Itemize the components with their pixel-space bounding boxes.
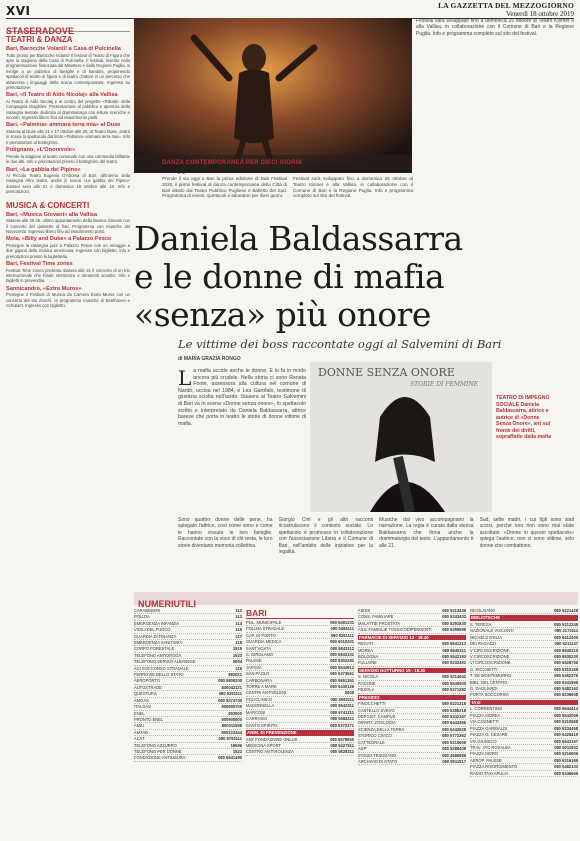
numeri-subhead: PRESIDIO	[358, 695, 466, 701]
numeri-name: ITALGAS	[134, 704, 151, 710]
numeri-name: MEDICINA SPORT	[246, 742, 281, 748]
numeri-number: 080 5482102	[554, 764, 578, 770]
numeri-number: 080 5474700	[218, 697, 242, 703]
rubric	[6, 19, 130, 36]
numeri-name: EMERGENZA INFANZIA	[134, 620, 180, 626]
numeri-name: FINOCCHETTI	[358, 701, 386, 707]
numeri-name: NICOLAIANO	[470, 608, 496, 613]
numeri-number: 800900800	[221, 716, 242, 722]
left-column	[6, 34, 130, 834]
numeri-number: 080 5243403	[442, 614, 466, 620]
masthead	[438, 2, 574, 18]
item-text: Prosegue la rassegna jazz a Palazzo Pesce con un omaggio a due giganti della musica americana. Ingresso con biglietto, info e prenotazioni presso la biglietteria.	[6, 242, 130, 259]
numeri-number: 080 5216906	[554, 751, 578, 757]
list-item	[6, 286, 130, 309]
list-item	[6, 212, 130, 235]
numeri-name: V CIRCOSCRIZIONE	[470, 654, 510, 660]
numeri-name: DIPART. ZOOLOGIA	[358, 720, 396, 726]
numeri-number: 080 5578950	[330, 736, 354, 742]
numeri-name: AEROPORTO	[134, 678, 161, 684]
numeri-number: 113	[235, 614, 242, 620]
numeri-name: EMERGENZA SANITARIA	[134, 640, 183, 646]
numeri-name: TELEFONO SERVIZI ALBANESE	[134, 659, 196, 665]
numeri-number: 080 5430126	[330, 684, 354, 690]
numeri-row	[246, 723, 354, 729]
numeri-name: PIAZZA MOREA	[470, 712, 501, 718]
numeri-number: 080 5543167	[554, 738, 578, 744]
numeri-number: 080 5442628	[442, 726, 466, 732]
numeri-name: PRONTO ENEL	[134, 716, 164, 722]
numeri-number: 080 5541490	[218, 755, 242, 761]
page-header	[6, 0, 574, 19]
numeri-name: AIEDS	[358, 608, 371, 613]
numeri-number: 080 5593111	[330, 696, 354, 702]
numeri-number: 840042121	[221, 684, 242, 690]
col-text: Giorgio Cini e gli altri racconti ricostruiscono il contesto sociale. Lo spettacolo è promosso in collaborazione con l'associazione Libera e il Comune di Bari, nell'ambito delle iniziative per la legalità.	[278, 517, 373, 556]
numeri-name: PORTA SOCCORSO	[470, 692, 509, 698]
numeri-name: DEPOSIT. CAMPUS	[358, 714, 396, 720]
numeri-number: 080 5286408	[442, 746, 466, 752]
numeri-name: POLIZIA	[134, 614, 150, 620]
numeri-name: SCIENZA DELLA TERRA	[358, 726, 405, 732]
numeri-name: G. DAGLIARDI	[470, 686, 498, 692]
item-title: Bari, «Musica Giovani» alla Vallisa	[6, 211, 98, 218]
numeri-name: MOREA	[358, 647, 374, 653]
numeri-number: 080 5843112	[330, 645, 354, 651]
intro-text-1	[162, 176, 287, 218]
col-text: Musiche dal vivo accompagnano la narrazione. La regia è curata dalla stessa Baldassarra che firma anche la drammaturgia del testo. L'appuntamento è alle 21.	[379, 517, 474, 549]
byline: di MARIA GRAZIA RONGO	[178, 356, 241, 362]
item-title: Sannicandro, «Extra Muros»	[6, 285, 82, 292]
intro-kicker: DANZA CONTEMPORANEA PER DIECI GIORNI	[162, 160, 303, 166]
numeri-number: 1515	[232, 646, 242, 652]
intro-text-top: Festival sarà sviluppato fino a domenica 25 ottobre al Teatro Kismet e alla Vallisa, in collaborazione con il Comune di Bari e la Regione Puglia. Info e programma completo sul sito del festival.	[416, 18, 574, 37]
numeri-name: FONDAZIONE ANTIUSURA	[134, 755, 186, 761]
headline-line-1: Daniela Baldassarra	[134, 219, 463, 258]
numeri-subhead: TAXI	[470, 700, 578, 706]
numeri-utili	[134, 608, 578, 836]
numeri-number: 0804	[232, 659, 242, 665]
numeri-row	[246, 749, 354, 755]
item-text: Stasera alle 20.45, ultimo appuntamento della Musica Giovani con il concerto del quintetto di fiati. Programma con musiche del Novecento. Ingresso libero fino ad esaurimento posti.	[6, 218, 130, 234]
numeri-number: 800900700	[221, 704, 242, 710]
item-title: Bari, «La gabbia dei Pipino»	[6, 166, 81, 173]
numeri-label: NUMERIUTILI	[138, 599, 196, 609]
numeri-col-3	[358, 608, 466, 836]
photo-title: DONNE SENZA ONORE	[318, 366, 455, 379]
item-text: Tutto pronto per Barocche Volanti! Il festival di Teatro di Figura che apre la stagione della Casa di Pulcinella. Il festival, inserito nella programmazione finanziata dal Ministero e dalla Regione Puglia, si rivolge a un pubblico di famiglie e di bambini, proponendo spettacoli di teatro di figura e di teatro d'attore in un percorso che attraversa i linguaggi della scena contemporanea. Ingresso su prenotazione.	[6, 52, 130, 90]
bari-list	[246, 620, 354, 756]
numeri-number: 080 5772362	[442, 733, 466, 739]
masthead-date: Venerdì 18 ottobre 2019	[506, 9, 574, 18]
main-headline	[134, 220, 574, 334]
numeri-number: 080 5213436	[442, 608, 466, 613]
item-text: Al Piccolo Teatro Eugenio D'Attoma di Bari, all'interno della rassegna Altro teatro, andrà in scena «La gabbia dei Pipino» domani sera alle 21 e domenica 18 ottobre alle 18. Info e prenotazioni.	[6, 173, 130, 195]
item-title: Mola, «Billy and Duke» a Palazzo Pesce	[6, 236, 112, 243]
intro-text-2	[293, 176, 413, 218]
numeri-number: 080 5741211	[330, 709, 354, 715]
numeri-number: 080 5528756	[554, 660, 578, 666]
numeri-name: SAN PAOLO	[246, 671, 270, 677]
numeri-name: CONS. FAMILIARE	[358, 614, 394, 620]
hero-photo	[134, 18, 412, 173]
numeri-number: 892021	[228, 672, 242, 678]
list-item	[6, 236, 130, 259]
numeri-row	[358, 687, 466, 693]
numeri-number: 080 5236608	[554, 692, 578, 698]
numeri-number: 080 5528311	[330, 749, 354, 755]
numeri-name: TRAV. 4TC ROSALBA	[470, 744, 511, 750]
page-number: XVI	[6, 4, 31, 18]
numeri-name: STORICO CIVICO	[358, 733, 392, 739]
numeri-number: 115	[235, 627, 242, 633]
numeri-name: CATTEDRALE	[358, 739, 385, 745]
item-text: Prosegue il Festival di Musica da Camera Extra Muros con un concerto del trio d'archi. In programma musiche di Beethoven e Schubert. Ingresso con biglietto.	[6, 292, 130, 309]
numeri-name: MADONNELLA	[246, 703, 275, 709]
actress-photo	[310, 362, 492, 512]
numeri-name: PIAZZA GARIBALDI	[470, 725, 508, 731]
item-title: Bari, Barocche Volanti! a Casa di Pulcinella	[6, 46, 121, 52]
numeri-number: 080 5212245	[554, 622, 578, 627]
numeri-number: 117	[235, 633, 242, 639]
numeri-name: VIA COGNETTI	[470, 719, 499, 725]
numeri-number: 118	[235, 640, 242, 646]
numeri-name: POLICLINICO	[246, 696, 272, 702]
list-item	[6, 261, 130, 284]
numeri-name: RAGONE	[358, 680, 376, 686]
numeri-number: 080 5341556	[554, 679, 578, 685]
numeri-row	[470, 608, 578, 614]
numeri-name: CENTRO ANTIVIOLENZA	[246, 749, 294, 755]
item-text: Festival Time zones presenta stasera alle 21 il concerto di un trio internazionale che fonde elettronica e strumenti acustici. Info e biglietti in prevendita.	[6, 267, 130, 284]
numeri-number: 080 5482162	[554, 686, 578, 692]
numeri-name: CAP. DI PORTO	[246, 632, 276, 638]
numeri-name: DEI RAGAZZI	[470, 641, 496, 647]
item-title: Bari, «Palmina» ammara terra mia» al Duse	[6, 122, 121, 129]
numeri-number: 080 5491331	[330, 620, 354, 625]
numeri-name: AEROP. PALESE	[470, 757, 502, 763]
numeri-name: TELEFONO ANTIDROGA	[134, 652, 182, 658]
numeri-number: 803500	[228, 710, 242, 716]
numeri-col-2	[246, 608, 354, 836]
numeri-number: 080 5542059	[554, 712, 578, 718]
numeri-number: 080 5427511	[330, 742, 354, 748]
numeri-number: 080 5540210	[554, 647, 578, 653]
items-musica	[6, 212, 130, 309]
numeri-subhead: SERVIZIO NOTTURNO 19 - 18.30	[358, 668, 466, 674]
numeri-name: ANT FONDAZIONE ONLUS	[246, 736, 298, 742]
numeri-name: VIA GIUNSCO	[470, 738, 497, 744]
numeri-name: ASS. FAMIGLIE TOSSICODIPENDENTI	[358, 627, 432, 633]
numeri-number: 080 5425419	[554, 732, 578, 738]
numeri-name: ENEL	[134, 710, 145, 716]
numeri-name: V CIRCOSCRIZIONE	[470, 647, 510, 653]
numeri-number: 080 5316169	[554, 757, 578, 763]
numeri-name: CARRASSI	[246, 716, 267, 722]
numeri-number: 080 5484111	[330, 626, 354, 632]
numeri-name: ARCHIVIO DI STATO	[358, 758, 398, 764]
item-text: Al Teatro di Aldo Nicolaj e al centro del progetto «Ritratti» della Compagnia Diaghilev. Presentazione al pubblico e apertura della rassegna teatrale dedicata al drammaturgo con letture sceniche e incontri. Ingresso libero fino ad esaurimento posti.	[6, 98, 130, 121]
numeri-name: SANTO SPIRITO	[246, 722, 278, 728]
numeri-number: 080 5584211	[330, 716, 354, 722]
numeri-name: NAZIONALE VISCONTI	[470, 628, 514, 634]
numeri-name: MALATTIE PROSTATA	[358, 620, 401, 626]
photo-subtitle: STORIE DI FEMMINE	[410, 381, 479, 388]
numeri-name: BIBL. DEL CENTRO	[470, 679, 508, 685]
article-photo	[310, 362, 492, 512]
numeri-subhead: ANIM. DI PREVENZIONE	[246, 730, 354, 736]
numeri-col-1	[134, 608, 242, 836]
list-item	[6, 92, 130, 120]
numeri-name: BOLOGNA	[358, 654, 379, 660]
numeri-number: 080 5011832	[554, 744, 578, 750]
numeri-name: CORPO FORESTALE	[134, 646, 175, 652]
item-text: Prende la stagione al teatro comunale con una commedia brillante in due atti. Info e prenotazioni presso il botteghino del teatro.	[6, 153, 130, 165]
col-text: Sud, sette madri, i cui figli sono stati uccisi, perché loro non sono mai state ascoltate. «Donne in questo spettacolo» spiega l'autrice, non ci sono vittime, solo donne che combattono.	[479, 517, 574, 549]
numeri-number: 080 5371282	[442, 687, 466, 693]
numeri-number: 080 5221428	[554, 608, 578, 613]
numeri-number: 080 5286218	[442, 707, 466, 713]
numeri-number: 19696	[230, 742, 242, 748]
item-title: Putignano, «L'Onorevole»	[6, 147, 76, 154]
numeri-number: 080 4686886	[442, 752, 466, 758]
numeri-row	[358, 759, 466, 765]
numeri-name: AUTOSTRADE	[134, 684, 162, 690]
numeri-number: 080 5544912	[330, 664, 354, 670]
numeri-col-4	[470, 608, 578, 836]
numeri-name: JAPIGIA	[246, 664, 262, 670]
col-text: Sono quattro donne delle pene, ha spiegato l'attrice, così come sono e come le hanno vissute le loro famiglie. Raccontate con la voce di chi resta, le loro storie diventano memoria collettiva.	[178, 517, 273, 549]
numeri-number: 080 5412400	[554, 634, 578, 640]
intro-paragraph-2: Festival sarà sviluppato fino a domenica 25 ottobre al Teatro Kismet e alla Vallisa, in collaborazione con il Comune di Bari e la Regione Puglia. Info e programma completo sul sito del festival.	[293, 176, 413, 199]
numeri-name: POLIZIA STRADALE	[246, 626, 285, 632]
numeri-number: 080 5511517	[442, 758, 466, 764]
numeri-number: 080 5542311	[330, 703, 354, 709]
numeri-number: 080 5232491	[442, 660, 466, 666]
numeri-number: 080 5290699	[442, 627, 466, 633]
list-item	[6, 46, 130, 90]
numeri-number: 1522	[232, 748, 242, 754]
numeri-name: AGP	[358, 746, 367, 752]
numeri-number: 080 5234468	[554, 725, 578, 731]
numeri-name: PIAZZA RISORGIMENTO	[470, 764, 518, 770]
list-item	[6, 147, 130, 164]
numeri-number: 080 5843101	[330, 652, 354, 658]
numeri-name: AMTAB	[134, 729, 148, 735]
numeri-number: 080 5800200	[218, 678, 242, 684]
numeri-number: 080 5372371	[330, 722, 354, 728]
numeri-name: MARCONI	[246, 709, 266, 715]
numeri-row	[470, 771, 578, 777]
numeri-subhead: BIBLIOTECHE	[470, 615, 578, 621]
numeri-number: 114	[235, 620, 242, 626]
article-deck: Le vittime dei boss raccontate oggi al Salvemini di Bari	[178, 337, 502, 351]
rubric-title: STASERADOVE	[6, 26, 74, 36]
numeri-name: MICHELE D'ELIA	[470, 634, 502, 640]
numeri-row	[134, 755, 242, 761]
numeri-name: S. TERESA	[470, 622, 492, 627]
numeri-number: 080 5291830	[442, 620, 466, 626]
numeri-number: 080 5210605	[442, 739, 466, 745]
numeri-name: POL. MUNICIPALE	[246, 620, 282, 625]
numeri-name: VI CIRCOSCRIZIONE	[470, 660, 511, 666]
headline-line-3: «senza» più onore	[134, 295, 431, 334]
numeri-number: 0805	[344, 690, 354, 696]
numeri-name: ACAT	[134, 736, 145, 742]
numeri-number: 080 5482376	[554, 673, 578, 679]
numeri-name: CARBONARA	[246, 677, 272, 683]
item-title: Bari, «Il Teatro di Aldo Nicolaj» alla Vallisa	[6, 92, 118, 99]
numeri-name: PESOLA	[358, 687, 375, 693]
intro-title: Da oggi a Bari il «Dab Festival 2020»	[162, 167, 284, 174]
numeri-number: 080 5291111	[218, 691, 242, 697]
numeri-name: GUARDIA DI FINANZA	[134, 633, 177, 639]
numeri-number: 080 5010201	[330, 639, 354, 645]
numeri-row	[358, 660, 466, 666]
numeri-row	[358, 627, 466, 633]
item-text: Stasera al Duse alle 21 e 17 ottobre alle 20, al Teatro Duse, andrà in scena lo spettacolo dal titolo «Palmina» ammara terra mia». Info e prenotazioni al botteghino.	[6, 128, 130, 145]
items-teatri	[6, 46, 130, 195]
masthead-title: LA GAZZETTA DEL MEZZOGIORNO	[438, 1, 574, 10]
numeri-number: 1523	[232, 652, 242, 658]
numeri-name: S. NICOLA	[358, 674, 379, 680]
numeri-number: 080 5541213	[442, 641, 466, 647]
numeri-number: 080 5540500	[442, 680, 466, 686]
item-title: Bari, Festival Time zones	[6, 261, 73, 268]
numeri-name: RADIO TAXI APULIA	[470, 770, 509, 776]
numeri-name: PALESE	[246, 658, 262, 664]
article-lead	[178, 368, 306, 518]
numeri-number: 080 5302281	[330, 658, 354, 664]
headline-line-2: e le donne di mafia	[134, 257, 445, 296]
numeri-name: PIAZZA MORO	[470, 751, 498, 757]
numeri-number: 080 5443366	[442, 720, 466, 726]
numeri-name: FERROVIE DELLO STATO	[134, 672, 184, 678]
numeri-number: 800223344	[221, 729, 242, 735]
numeri-name: GUARDIA MEDICA	[246, 639, 282, 645]
numeri-number: 080 5346666	[554, 770, 578, 776]
section-musica: MUSICA & CONCERTI	[6, 200, 90, 210]
numeri-name: VIGILI DEL FUOCO	[134, 627, 171, 633]
numeri-band	[134, 592, 578, 609]
numeri-name: AMGAS	[134, 697, 149, 703]
numeri-name: S. GIROLAMO	[246, 652, 274, 658]
numeri-name: TELEFONO PER DONNE	[134, 748, 182, 754]
drop-cap: L	[178, 368, 192, 390]
numeri-name: IPOGEI TRIGGIANO	[358, 752, 397, 758]
numeri-number: 080 5542193	[442, 654, 466, 660]
numeri-name: QUESTURA	[134, 691, 157, 697]
numeri-number: 080 5530230	[554, 654, 578, 660]
numeri-name: FULLONE	[358, 660, 377, 666]
numeri-number: 800011558	[221, 723, 242, 729]
numeri-number: 080 5281111	[330, 632, 354, 638]
numeri-number: 080 5210668	[554, 719, 578, 725]
numeri-number: 112	[235, 608, 242, 613]
lead-text: a mafia uccide anche le donne. E lo fa in modo ancora più crudele. Nella storia ci sono Renata Fonte, assessora alla cultura nel comune di Nardò, uccisa nel 1984, e Lea Garofalo, testimone di giustizia sciolta nell'acido. Stasera al Teatro Salvemini di Bari va in scena «Donne senza onore», lo spettacolo scritto e interpretato da Daniela Baldassarra, attrice barese che porta in teatro le storie di donne vittime di mafia.	[178, 368, 306, 427]
numeri-number: 080 5373561	[330, 671, 354, 677]
dancer-photo	[134, 18, 412, 173]
list-item	[6, 167, 130, 195]
numeri-name: SANT'AGATA	[246, 645, 271, 651]
photo-caption: TEATRO DI IMPEGNO SOCIALE Daniela Baldassarra, attrice e autrice di «Donne Senza Onore», ieri sul fronte dei diritti, sopraffatte dalla mafia	[496, 395, 552, 440]
numeri-number: 080 5242167	[442, 714, 466, 720]
numeri-name: T. DE MONTEMURRO	[470, 673, 512, 679]
numeri-name: CARABINIERI	[134, 608, 161, 613]
numeri-number: 080 5310158	[554, 666, 578, 672]
numeri-name: TELEFONO AZZURRO	[134, 742, 177, 748]
numeri-number: 080 5651361	[330, 677, 354, 683]
numeri-number: 080 5793111	[218, 736, 242, 742]
numeri-number: 080 5644414	[554, 706, 578, 712]
list-item	[6, 122, 130, 145]
numeri-name: L. CORRENTINO	[470, 706, 503, 712]
intro-right	[416, 18, 574, 168]
numeri-number: 080 5214041	[442, 674, 466, 680]
numeri-name: REGATI	[358, 641, 373, 647]
section-teatri: TEATRI & DANZA	[6, 35, 73, 44]
numeri-name: ACI SOCCORSO STRADALE	[134, 665, 189, 671]
numeri-number: 080 5545211	[442, 647, 466, 653]
numeri-number: 080 5221318	[442, 701, 466, 707]
numeri-name: CASTELLO SVEVO	[358, 707, 395, 713]
numeri-number: 080 5211147	[554, 641, 578, 647]
numeri-row	[470, 692, 578, 698]
numeri-name: PIAZZA G. CESARE	[470, 732, 508, 738]
numeri-number: 080 2173111	[554, 628, 578, 634]
numeri-name: CENTRI ANTIVELENI	[246, 690, 287, 696]
numeri-name: AMIU	[134, 723, 145, 729]
numeri-subhead: FARMACIE DI SERVIZIO 13 - 18.30	[358, 635, 466, 641]
bari-title: BARI	[246, 608, 354, 619]
numeri-name: TORRE A MARE	[246, 684, 277, 690]
numeri-number: 116	[235, 665, 242, 671]
numeri-name: G. RICCHETTI	[470, 666, 498, 672]
intro-paragraph-1: Prende il via oggi a Bari la prima edizione di Dab Festival 2020, il primo festival di danza contemporanea della Città di Bari ideato dal Teatro Pubblico Pugliese e Balletto del Sud. Programma di eventi, spettacoli e laboratori per dieci giorni.	[162, 176, 287, 199]
